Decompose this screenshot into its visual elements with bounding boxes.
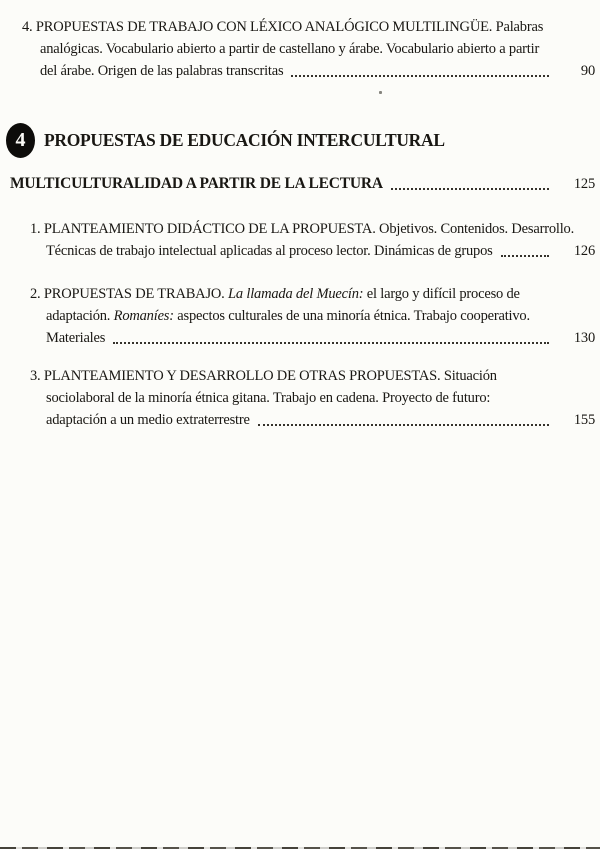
- page-number: 126: [573, 243, 595, 259]
- entry-text: 3. PLANTEAMIENTO Y DESARROLLO DE OTRAS PROPUESTAS. Situación: [30, 368, 497, 384]
- entry-line: [0, 38, 600, 60]
- dotted-leader: [291, 75, 549, 77]
- entry-line: [0, 283, 600, 305]
- entry-text: sociolaboral de la minoría étnica gitana. Trabajo en cadena. Proyecto de futuro:: [46, 390, 491, 406]
- entry-line: [0, 387, 600, 409]
- toc-entry-2: [0, 283, 600, 349]
- entry-text: Materiales: [46, 330, 106, 346]
- dotted-leader: [391, 188, 549, 190]
- entry-line: [0, 60, 600, 82]
- entry-text: el largo y difícil proceso de: [363, 286, 520, 302]
- toc-entry-prev-chapter-item-4: [0, 16, 600, 82]
- dotted-leader: [501, 255, 549, 257]
- entry-line: [0, 240, 600, 262]
- chapter-heading-row: [0, 173, 600, 195]
- entry-line: [0, 409, 600, 431]
- entry-text: 2. PROPUESTAS DE TRABAJO.: [30, 286, 229, 302]
- entry-text: aspectos culturales de una minoría étnica. Trabajo cooperativo.: [173, 308, 530, 324]
- entry-text: analógicas. Vocabulario abierto a partir de castellano y árabe. Vocabulario abierto a partir: [40, 41, 540, 57]
- entry-line: [0, 16, 600, 38]
- section-number: 4: [15, 128, 26, 151]
- section-header: [0, 122, 600, 158]
- section-number-badge: [6, 123, 35, 158]
- entry-text-italic: Romaníes:: [113, 308, 174, 324]
- page-number: 90: [580, 63, 595, 79]
- scan-speck: [379, 91, 382, 94]
- entry-line: [0, 327, 600, 349]
- toc-entry-1: [0, 218, 600, 262]
- entry-text: 4. PROPUESTAS DE TRABAJO CON LÉXICO ANALÓGICO MULTILINGÜE. Palabras: [22, 19, 544, 35]
- page-number: 155: [573, 412, 595, 428]
- entry-text-italic: La llamada del Muecín:: [228, 286, 364, 302]
- entry-text: Técnicas de trabajo intelectual aplicadas al proceso lector. Dinámicas de grupos: [46, 243, 493, 259]
- entry-line: [0, 305, 600, 327]
- entry-text: adaptación a un medio extraterrestre: [46, 412, 250, 428]
- entry-text: adaptación.: [46, 308, 114, 324]
- entry-line: [0, 365, 600, 387]
- page-number: 125: [573, 176, 595, 192]
- page-number: 130: [573, 330, 595, 346]
- chapter-title: MULTICULTURALIDAD A PARTIR DE LA LECTURA: [10, 175, 383, 192]
- dotted-leader: [258, 424, 549, 426]
- entry-text: 1. PLANTEAMIENTO DIDÁCTICO DE LA PROPUESTA. Objetivos. Contenidos. Desarrollo.: [30, 221, 575, 237]
- entry-text: del árabe. Origen de las palabras transcritas: [40, 63, 284, 79]
- section-title: PROPUESTAS DE EDUCACIÓN INTERCULTURAL: [44, 129, 445, 150]
- dotted-leader: [113, 342, 549, 344]
- entry-line: [0, 218, 600, 240]
- toc-entry-3: [0, 365, 600, 431]
